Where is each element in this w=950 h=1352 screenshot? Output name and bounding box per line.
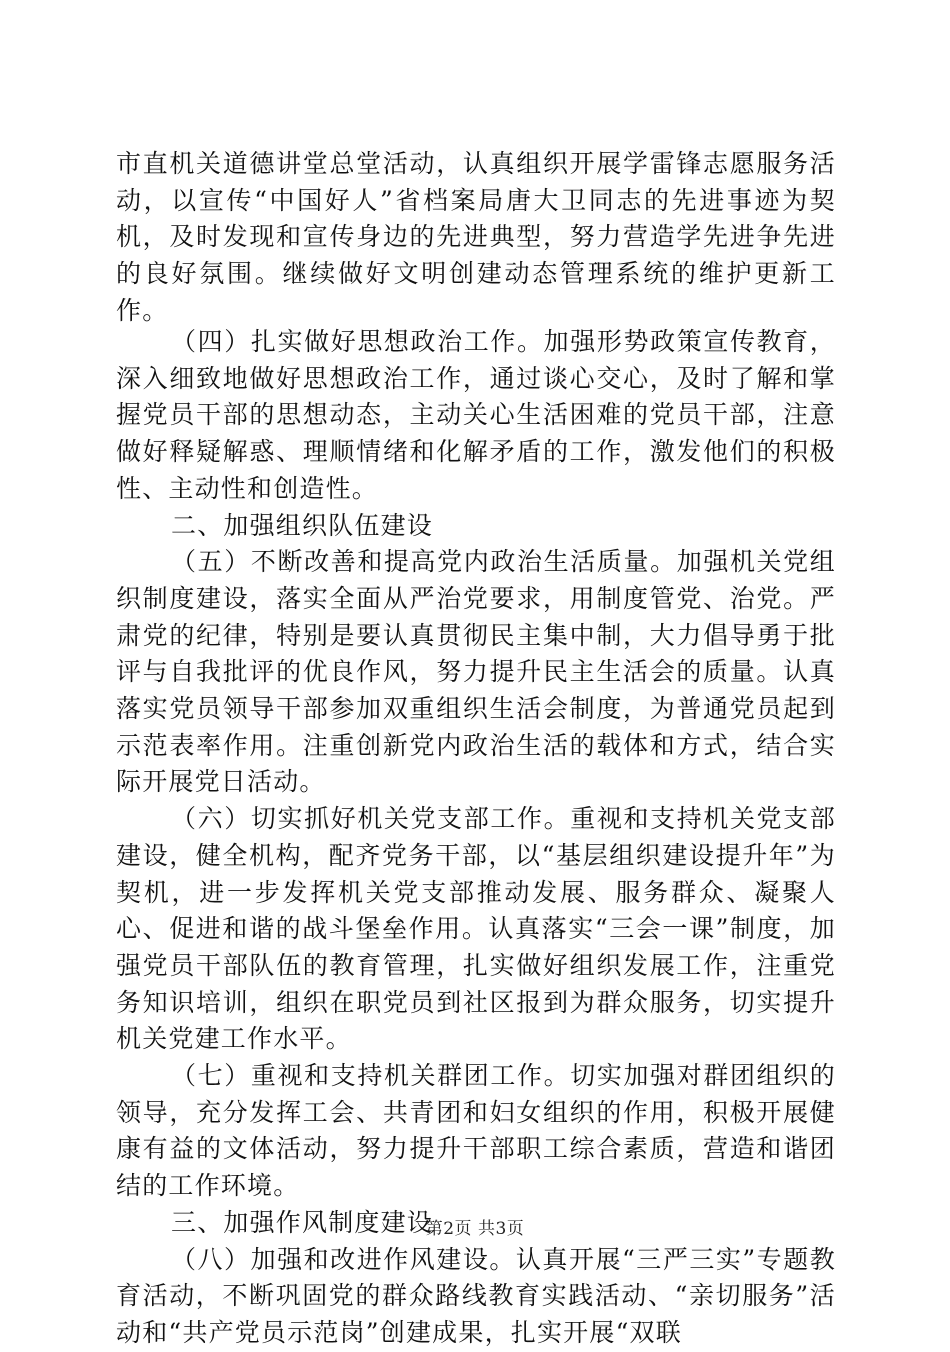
- paragraph-section-5: （五）不断改善和提高党内政治生活质量。加强机关党组织制度建设，落实全面从严治党要求，用制度管党、治党。严肃党的纪律，特别是要认真贯彻民主集中制，大力倡导勇于批评与自我批评的优良作风，努力提升民主生活会的质量。认真落实党员领导干部参加双重组织生活会制度，为普通党员起到示范表率作用。注重创新党内政治生活的载体和方式，结合实际开展党日活动。: [116, 547, 836, 797]
- paragraph-section-6: （六）切实抓好机关党支部工作。重视和支持机关党支部建设，健全机构，配齐党务干部，以“基层组织建设提升年”为契机，进一步发挥机关党支部推动发展、服务群众、凝聚人心、促进和谐的战斗堡垒作用。认真落实“三会一课”制度，加强党员干部队伍的教育管理，扎实做好组织发展工作，注重党务知识培训，组织在职党员到社区报到为群众服务，切实提升机关党建工作水平。: [116, 804, 836, 1054]
- heading-style-system: 三、加强作风制度建设: [171, 1207, 434, 1237]
- text-block-main: [116, 324, 836, 1352]
- paragraph-section-8: （八）加强和改进作风建设。认真开展“三严三实”专题教育活动，不断巩固党的群众路线教育实践活动、“亲切服务”活动和“共产党员示范岗”创建成果，扎实开展“双联: [116, 1244, 836, 1347]
- paragraph-section-7: （七）重视和支持机关群团工作。切实加强对群团组织的领导，充分发挥工会、共青团和妇女组织的作用，积极开展健康有益的文体活动，努力提升干部职工综合素质，营造和谐团结的工作环境。: [116, 1061, 836, 1201]
- paragraph: 市直机关道德讲堂总堂活动，认真组织开展学雷锋志愿服务活动，以宣传“中国好人”省档案局唐大卫同志的先进事迹为契机，及时发现和宣传身边的先进典型，努力营造学先进争先进的良好氛围。继续做好文明创建动态管理系统的维护更新工作。: [116, 149, 836, 325]
- heading-organization: 二、加强组织队伍建设: [171, 510, 434, 540]
- paragraph-section-4: （四）扎实做好思想政治工作。加强形势政策宣传教育，深入细致地做好思想政治工作，通过谈心交心，及时了解和掌握党员干部的思想动态，主动关心生活困难的党员干部，注意做好释疑解惑、理顺情绪和化解矛盾的工作，激发他们的积极性、主动性和创造性。: [116, 327, 836, 503]
- text-block-top: [116, 146, 836, 330]
- page-number-footer: 第2页 共3页: [425, 1219, 525, 1239]
